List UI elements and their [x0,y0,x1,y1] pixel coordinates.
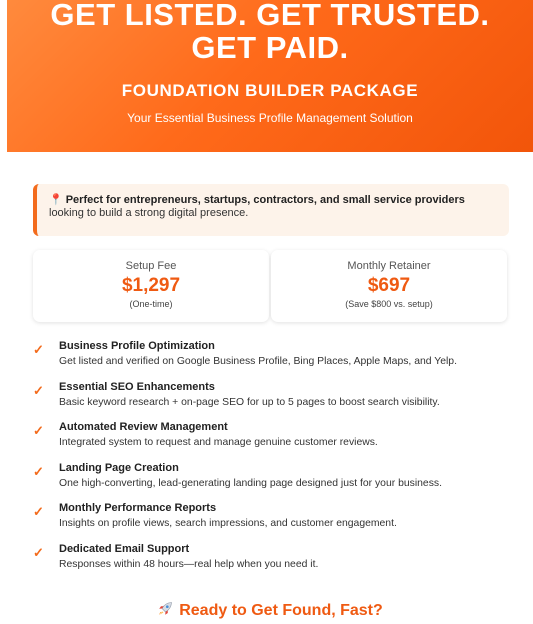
hero-headline-line1: GET LISTED. GET TRUSTED. [50,0,490,32]
cta-text: Ready to Get Found, Fast? [179,602,383,619]
feature-title: Automated Review Management [59,421,228,434]
feature-title: Monthly Performance Reports [59,502,217,515]
cta-heading [7,601,533,620]
check-icon: ✓ [33,463,44,479]
feature-description: Integrated system to request and manage genuine customer reviews. [59,437,378,449]
monthly-retainer-label: Monthly Retainer [347,260,431,272]
hero-headline [7,0,533,64]
feature-description: Responses within 48 hours—real help when you need it. [59,558,319,570]
monthly-retainer-note: (Save $800 vs. setup) [345,299,433,309]
feature-title: Dedicated Email Support [59,542,190,555]
feature-item [33,340,513,381]
feature-item [33,543,513,584]
hero-banner [7,0,533,152]
feature-list [33,340,513,584]
check-icon: ✓ [33,504,44,520]
feature-description: Insights on profile views, search impressions, and customer engagement. [59,518,397,530]
content-area [7,152,533,624]
rocket-icon [157,601,173,617]
monthly-retainer-amount: $697 [367,275,411,296]
setup-fee-note: (One-time) [129,299,173,309]
feature-item [33,502,513,543]
monthly-retainer-card [271,250,507,322]
hero-headline-line2: GET PAID. [191,30,349,65]
setup-fee-label: Setup Fee [125,260,177,272]
check-icon: ✓ [33,544,44,560]
feature-title: Landing Page Creation [59,461,179,474]
setup-fee-amount: $1,297 [121,275,181,296]
feature-item [33,421,513,462]
callout-text: looking to build a strong digital presence. [49,207,249,219]
pin-icon: 📍 [49,194,63,206]
feature-item [33,462,513,503]
package-title: FOUNDATION BUILDER PACKAGE [121,81,419,100]
audience-callout [33,184,509,236]
check-icon: ✓ [33,382,44,398]
feature-item [33,381,513,422]
check-icon: ✓ [33,342,44,357]
feature-title: Essential SEO Enhancements [59,380,215,393]
setup-fee-card [33,250,269,322]
check-icon: ✓ [33,423,44,439]
feature-description: Basic keyword research + on-page SEO for up to 5 pages to boost search visibility. [59,396,440,408]
callout-bold-text: Perfect for entrepreneurs, startups, contractors, and small service providers [65,194,465,206]
feature-description: One high-converting, lead-generating landing page designed just for your business. [59,477,442,489]
feature-title: Business Profile Optimization [59,340,215,352]
feature-description: Get listed and verified on Google Business Profile, Bing Places, Apple Maps, and Yelp. [59,356,457,367]
package-tagline: Your Essential Business Profile Management Solution [127,111,413,125]
